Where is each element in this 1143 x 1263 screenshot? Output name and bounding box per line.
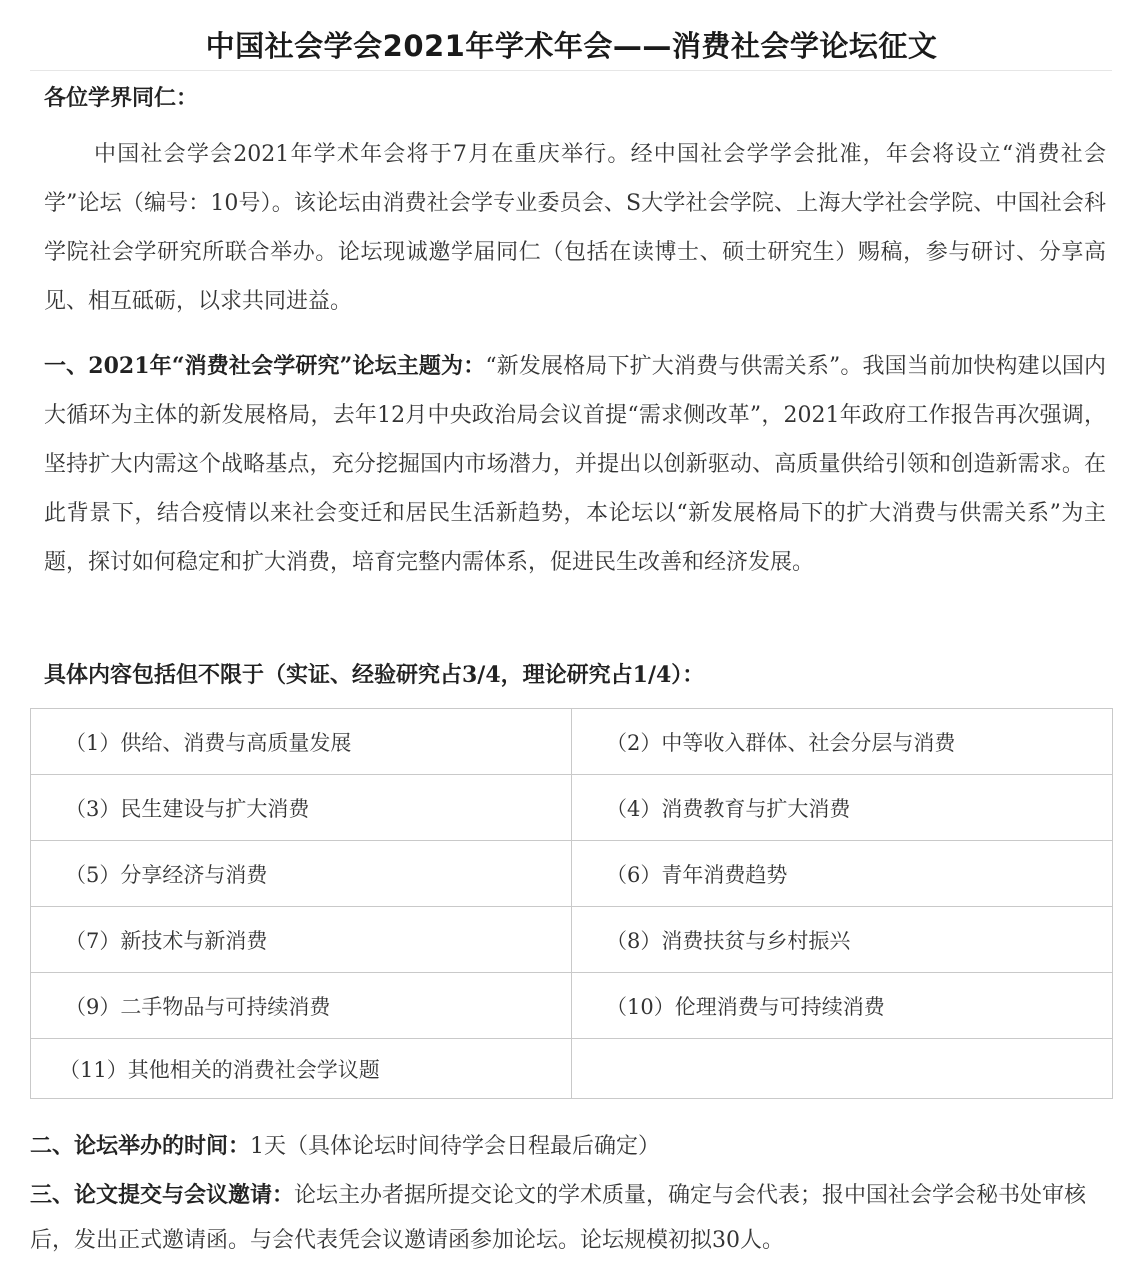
topic-cell: （10）伦理消费与可持续消费 [572,973,1113,1039]
topic-cell: （5）分享经济与消费 [31,841,572,907]
table-row [31,1039,1113,1099]
section-1-body: “新发展格局下扩大消费与供需关系”。我国当前加快构建以国内大循环为主体的新发展格局，去年12月中央政治局会议首提“需求侧改革”，2021年政府工作报告再次强调，坚持扩大内需这个战略基点，充分挖掘国内市场潜力，并提出以创新驱动、高质量供给引领和创造新需求。在此背景下，结合疫情以来社会变迁和居民生活新趋势，本论坛以“新发展格局下的扩大消费与供需关系”为主题，探讨如何稳定和扩大消费，培育完整内需体系，促进民生改善和经济发展。 [44,354,1106,575]
topics-table [30,708,1113,1099]
content-intro: 具体内容包括但不限于（实证、经验研究占3/4，理论研究占1/4）： [44,662,705,688]
table-row [31,775,1113,841]
topic-cell: （3）民生建设与扩大消费 [31,775,572,841]
topic-cell: （11）其他相关的消费社会学议题 [31,1039,572,1099]
topic-cell: （9）二手物品与可持续消费 [31,973,572,1039]
title-divider [30,70,1112,71]
section-3-heading: 三、论文提交与会议邀请： [30,1182,295,1208]
topic-cell: （2）中等收入群体、社会分层与消费 [572,709,1113,775]
section-2-paragraph [30,1124,1115,1169]
topic-cell: （7）新技术与新消费 [31,907,572,973]
topic-cell: （8）消费扶贫与乡村振兴 [572,907,1113,973]
page-title: 中国社会学会2021年学术年会——消费社会学论坛征文 [205,29,938,63]
table-row [31,841,1113,907]
table-row [31,973,1113,1039]
section-3-body: 论坛主办者据所提交论文的学术质量，确定与会代表；报中国社会学会秘书处审核后，发出正式邀请函。与会代表凭会议邀请函参加论坛。论坛规模初拟30人。 [30,1183,1087,1253]
section-1-paragraph [44,342,1106,587]
greeting: 各位学界同仁： [44,85,199,111]
table-row [31,907,1113,973]
empty-cell [572,1039,1113,1099]
table-row [31,709,1113,775]
topic-cell: （6）青年消费趋势 [572,841,1113,907]
topic-cell: （1）供给、消费与高质量发展 [31,709,572,775]
section-1-heading: 一、2021年“消费社会学研究”论坛主题为： [44,353,486,379]
section-2-body: 1天（具体论坛时间待学会日程最后确定） [250,1134,661,1159]
intro-paragraph: 中国社会学会2021年学术年会将于7月在重庆举行。经中国社会学学会批准，年会将设立“消费社会学”论坛（编号：10号）。该论坛由消费社会学专业委员会、S大学社会学院、上海大学社会学院、中国社会科学院社会学研究所联合举办。论坛现诚邀学届同仁（包括在读博士、硕士研究生）赐稿，参与研讨、分享高见、相互砥砺，以求共同进益。 [44,142,1106,314]
section-3-paragraph [30,1173,1115,1263]
topic-cell: （4）消费教育与扩大消费 [572,775,1113,841]
section-2-heading: 二、论坛举办的时间： [30,1133,251,1159]
